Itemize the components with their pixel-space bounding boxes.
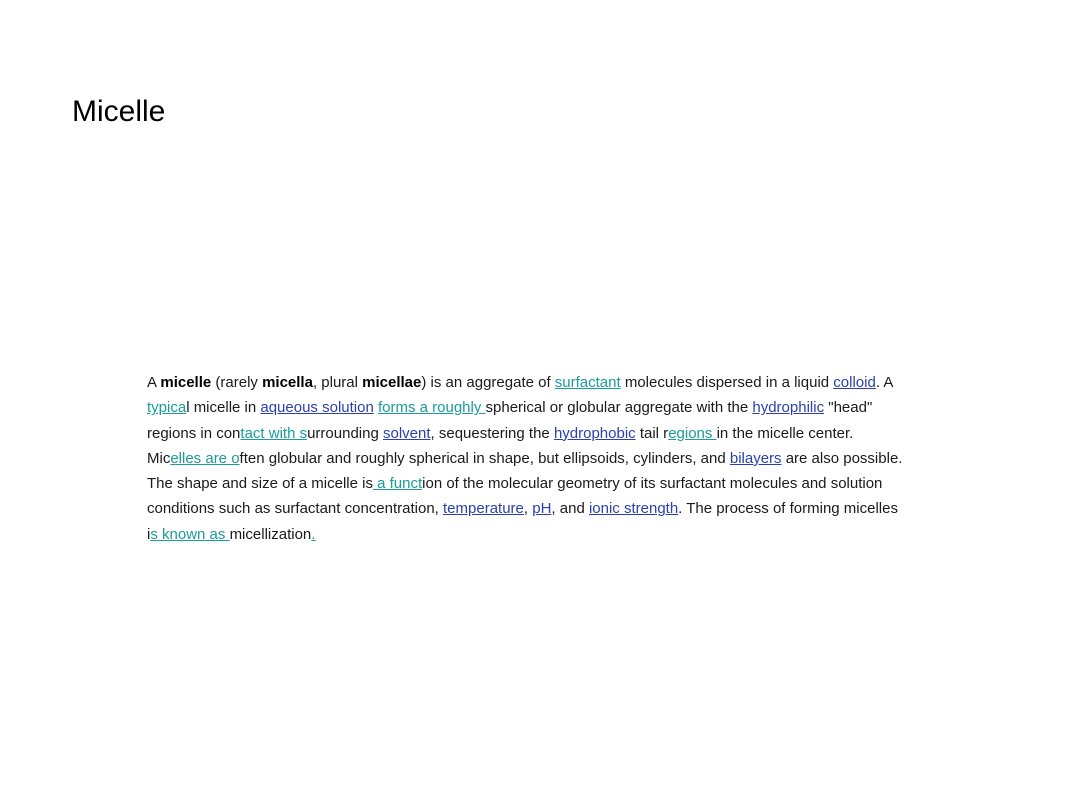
- link-ionic-strength[interactable]: ionic strength: [588, 500, 679, 518]
- link-s-known-as[interactable]: s known as: [150, 525, 230, 543]
- paragraph-text: ion of the molecular geometry of its surfactant molecules and solution conditions such as surfactant concentration,: [147, 475, 883, 518]
- link-surfactant[interactable]: surfactant: [554, 374, 621, 391]
- link-solvent[interactable]: solvent: [382, 424, 431, 442]
- paragraph-text: ,: [523, 500, 533, 518]
- paragraph-text: (rarely: [211, 374, 263, 391]
- link-colloid[interactable]: colloid: [833, 374, 876, 391]
- paragraph-text: "head" regions in con: [147, 399, 873, 442]
- paragraph-text: urrounding: [307, 424, 383, 442]
- paragraph-text: ften globular and roughly spherical in shape, but ellipsoids, cylinders, and: [239, 449, 730, 467]
- article-paragraph: [147, 370, 907, 547]
- page-title: Micelle: [72, 95, 166, 128]
- bold-term: micelle: [160, 374, 212, 391]
- paragraph-text: in the micelle center. Mic: [147, 424, 854, 467]
- paragraph-text: spherical or globular aggregate with the: [485, 399, 753, 417]
- link-forms-a-roughly[interactable]: forms a roughly: [377, 399, 486, 417]
- link-a-funct[interactable]: a funct: [372, 475, 423, 493]
- link-egions[interactable]: egions: [668, 424, 717, 442]
- link-hydrophobic[interactable]: hydrophobic: [553, 424, 636, 442]
- link-typica[interactable]: typica: [147, 399, 187, 417]
- paragraph-text: , sequestering the: [430, 424, 554, 442]
- link-tact-with-s[interactable]: tact with s: [240, 424, 308, 442]
- paragraph-text: molecules dispersed in a liquid: [620, 374, 834, 391]
- paragraph-text: , and: [551, 500, 589, 518]
- paragraph-text: ) is an aggregate of: [421, 374, 555, 391]
- bold-term: micellae: [362, 374, 422, 391]
- paragraph-text: tail r: [635, 424, 669, 442]
- link-temperature[interactable]: temperature: [443, 500, 524, 518]
- paragraph-text: , plural: [312, 374, 363, 391]
- link-aqueous-solution[interactable]: aqueous solution: [260, 399, 374, 417]
- link-ph[interactable]: pH: [532, 500, 552, 518]
- link-hydrophilic[interactable]: hydrophilic: [752, 399, 825, 417]
- paragraph-text: micellization: [229, 525, 312, 543]
- paragraph-text: A: [147, 374, 161, 391]
- paragraph-text: . The process of forming micelles i: [147, 500, 898, 543]
- paragraph-text: are also possible. The shape and size of a micelle is: [147, 449, 903, 493]
- link-elles-are-o[interactable]: elles are o: [170, 449, 240, 467]
- paragraph-text: l micelle in: [186, 399, 261, 417]
- bold-term: micella: [262, 374, 313, 391]
- link-period[interactable]: .: [311, 525, 316, 543]
- link-bilayers[interactable]: bilayers: [729, 449, 782, 467]
- paragraph-text: . A: [875, 374, 893, 391]
